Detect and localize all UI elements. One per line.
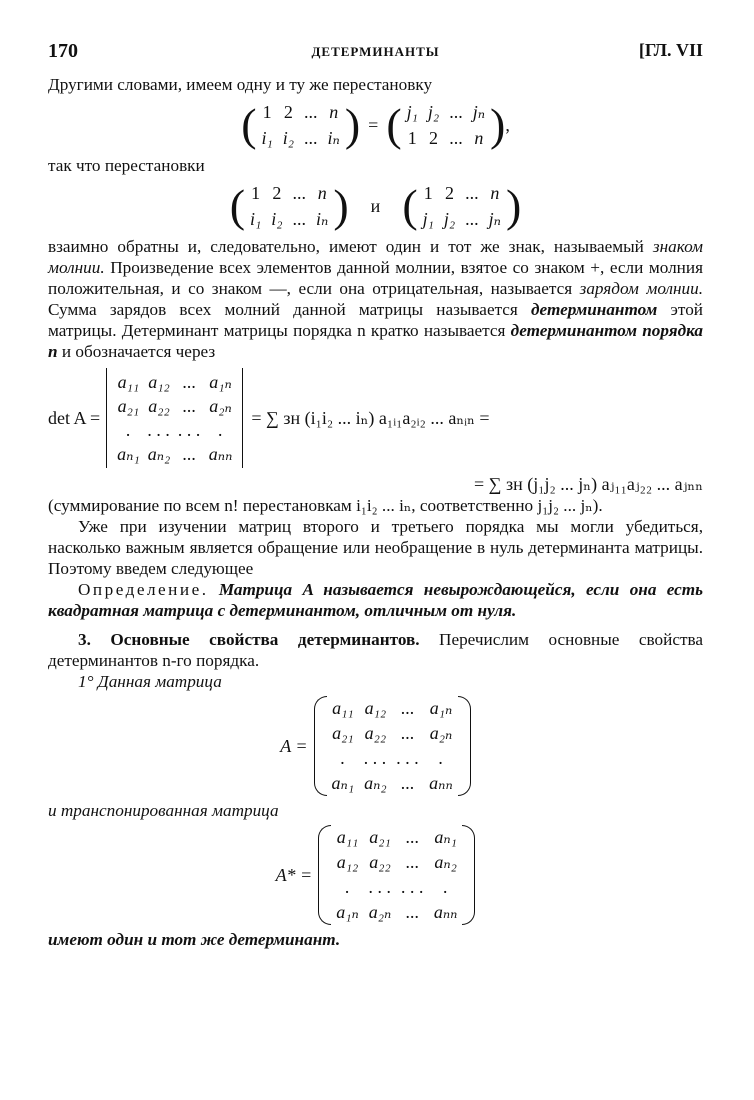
perm-cell: 1 xyxy=(262,102,272,122)
matrix-cell: a₁₁ xyxy=(336,827,359,847)
paragraph-motivation: Уже при изучении матриц второго и третьего порядка мы могли убедиться, насколько важным является обращение или необращение в нуль детерминанта матрицы. Поэтому введем следующее xyxy=(48,517,703,578)
matrix-cell: a₂₁ xyxy=(332,723,354,743)
matrix-cell: aₙₙ xyxy=(208,444,233,464)
matrix-cell: ... xyxy=(401,773,415,793)
paragraph-intro: Другими словами, имеем одну и ту же перестановку xyxy=(48,75,433,94)
matrix-a-formula xyxy=(48,696,703,796)
matrix-cell: ... xyxy=(182,396,197,416)
matrix-cell: a₂₂ xyxy=(148,396,170,416)
matrix-cell: a₁₁ xyxy=(117,372,140,392)
matrix-astar-formula xyxy=(48,825,703,925)
matrix-astar-label: A* = xyxy=(275,864,313,885)
perm-cell: ... xyxy=(465,209,479,229)
perm-cell: ... xyxy=(304,102,318,122)
definition-nondegenerate xyxy=(48,579,703,621)
perm-cell: n xyxy=(474,128,484,148)
perm-cell: iₙ xyxy=(327,128,340,148)
running-title: ДЕТЕРМИНАНТЫ xyxy=(311,44,440,59)
matrix-cell: . . . xyxy=(401,877,424,897)
page-number: 170 xyxy=(48,40,78,62)
permutation-pair xyxy=(48,180,703,232)
sum-expansion-cols-row xyxy=(48,474,703,495)
definition-text: Матрица A называется невырождающейся, если она есть квадратная матрица с детерминантом, отличным от нуля. xyxy=(48,580,703,620)
matrix-cell: a₂ₙ xyxy=(429,723,453,743)
property-1: 1° Данная матрица xyxy=(78,672,222,691)
formula-comma: , xyxy=(505,114,510,135)
perm-cell: iₙ xyxy=(316,209,329,229)
running-header xyxy=(48,40,703,74)
matrix-cell: a₂₂ xyxy=(364,723,387,743)
matrix-astar xyxy=(318,825,475,925)
matrix-a-label: A = xyxy=(280,735,308,756)
sum-expansion-rows: = ∑ зн (i₁i₂ ... iₙ) a₁ᵢ₁a₂ᵢ₂ ... aₙᵢₙ = xyxy=(251,407,490,428)
matrix-cell: ... xyxy=(405,852,420,872)
matrix-cell: a₁₂ xyxy=(364,698,387,718)
matrix-cell: ... xyxy=(401,698,415,718)
matrix-cell: a₂ₙ xyxy=(209,396,232,416)
permutation-matrix: ( j₁ j₂ ... jₙ 1 2 ... n ) xyxy=(386,99,506,150)
perm-cell: i₂ xyxy=(282,128,295,148)
perm-cell: n xyxy=(490,183,500,203)
perm-cell: ... xyxy=(449,102,463,122)
matrix-cell: . xyxy=(438,748,444,768)
det-formula xyxy=(48,368,703,468)
section-3 xyxy=(48,629,703,671)
matrix-cell: aₙ₁ xyxy=(331,773,355,793)
perm-cell: i₁ xyxy=(261,128,273,148)
perm-cell: ... xyxy=(449,128,463,148)
matrix-cell: . xyxy=(126,420,131,440)
perm-cell: j₁ xyxy=(422,209,434,229)
perm-cell: j₁ xyxy=(406,102,418,122)
matrix-cell: a₁₁ xyxy=(332,698,354,718)
term-determinant-order: детерминантом порядка n xyxy=(48,321,703,361)
matrix-cell: a₁₂ xyxy=(148,372,170,392)
book-page xyxy=(48,40,703,950)
matrix-cell: aₙₙ xyxy=(429,773,453,793)
matrix-cell: . xyxy=(345,877,350,897)
matrix-a xyxy=(314,696,471,796)
matrix-cell: aₙ₂ xyxy=(364,773,387,793)
matrix-cell: a₂₂ xyxy=(369,852,391,872)
perm-cell: 1 xyxy=(251,183,261,203)
matrix-cell: . . . xyxy=(368,877,392,897)
perm-cell: 2 xyxy=(272,183,282,203)
perm-cell: i₁ xyxy=(250,209,262,229)
perm-cell: 2 xyxy=(429,128,439,148)
matrix-cell: . . . xyxy=(364,748,387,768)
matrix-cell: a₂ₙ xyxy=(368,902,392,922)
term-lightning-sign: знаком молнии. xyxy=(48,237,703,277)
term-lightning-charge: зарядом молнии. xyxy=(579,279,703,298)
matrix-cell: a₁ₙ xyxy=(429,698,453,718)
matrix-cell: aₙₙ xyxy=(433,902,458,922)
paragraph-so-that: так что перестановки xyxy=(48,156,205,175)
matrix-cell: aₙ₁ xyxy=(434,827,457,847)
matrix-cell: a₁ₙ xyxy=(336,902,359,922)
matrix-cell: ... xyxy=(182,372,197,392)
det-label: det A = xyxy=(48,407,101,428)
perm-cell: 2 xyxy=(445,183,455,203)
permutation-matrix: ( 1 2 ... n i₁ i₂ ... iₙ ) xyxy=(241,99,361,150)
perm-cell: n xyxy=(317,183,327,203)
perm-cell: jₙ xyxy=(472,102,485,122)
permutation-matrix: ( 1 2 ... n j₁ j₂ ... jₙ ) xyxy=(402,180,522,231)
determinant-matrix xyxy=(106,368,243,468)
matrix-cell: aₙ₂ xyxy=(434,852,457,872)
perm-cell: n xyxy=(329,102,339,122)
matrix-cell: ... xyxy=(182,444,197,464)
matrix-cell: . xyxy=(443,877,448,897)
matrix-cell: a₁₂ xyxy=(336,852,359,872)
conjunction-and: и xyxy=(370,195,381,216)
matrix-cell: aₙ₁ xyxy=(117,444,140,464)
transposed-intro: и транспонированная матрица xyxy=(48,801,279,820)
perm-cell: ... xyxy=(292,209,307,229)
matrix-cell: a₂₁ xyxy=(369,827,391,847)
perm-cell: ... xyxy=(465,183,479,203)
permutation-equality: ( 1 2 ... n i₁ i₂ ... iₙ ) = ( j₁ j₂ ... jₙ 1 2 ... n ) , xyxy=(241,99,510,150)
matrix-cell: aₙ₂ xyxy=(147,444,171,464)
matrix-cell: . . . xyxy=(147,420,171,440)
permutation-matrix: ( 1 2 ... n i₁ i₂ ... iₙ ) xyxy=(229,180,349,231)
matrix-cell: . . . xyxy=(396,748,420,768)
perm-cell: j₂ xyxy=(427,102,440,122)
matrix-cell: . . . xyxy=(178,420,201,440)
perm-cell: jₙ xyxy=(488,209,501,229)
term-determinant: детерминантом xyxy=(531,300,658,319)
perm-cell: 1 xyxy=(407,128,417,148)
paragraph-definition-determinant: взаимно обратны и, следовательно, имеют один и тот же знак, называемый знаком молнии. Произведение всех элементов данной молнии, взятое со знаком +, если молния положительная, и со знаком —, если она отрицательная, называется зарядом молнии. Сумма зарядов всех молний данной матрицы называется детерминантом этой матрицы. Детерминант матрицы порядка n кратко называется детерминантом порядка n и обозначается через xyxy=(48,237,703,361)
perm-cell: ... xyxy=(304,128,318,148)
matrix-cell: ... xyxy=(405,902,420,922)
perm-cell: ... xyxy=(292,183,307,203)
section-intro: Перечислим основные свойства детерминантов n-го порядка. xyxy=(48,630,703,670)
matrix-cell: ... xyxy=(401,723,415,743)
matrix-cell: . xyxy=(340,748,346,768)
matrix-cell: a₂₁ xyxy=(117,396,140,416)
sum-expansion-cols: = ∑ зн (j₁j₂ ... jₙ) aⱼ₁₁aⱼ₂₂ ... aⱼₙₙ xyxy=(474,474,703,494)
matrix-cell: a₁ₙ xyxy=(209,372,232,392)
perm-cell: j₂ xyxy=(443,209,456,229)
matrix-cell: . xyxy=(218,420,223,440)
chapter-marker: [ГЛ. VII xyxy=(638,40,703,60)
perm-cell: 1 xyxy=(423,183,433,203)
property-1-conclusion: имеют один и тот же детерминант. xyxy=(48,930,341,949)
section-title: 3. Основные свойства детерминантов. xyxy=(78,630,420,649)
matrix-cell: ... xyxy=(405,827,420,847)
perm-cell: 2 xyxy=(283,102,293,122)
perm-cell: i₂ xyxy=(271,209,283,229)
summation-note: (суммирование по всем n! перестановкам i₁i₂ ... iₙ, соответственно j₁j₂ ... jₙ). xyxy=(48,496,603,515)
definition-label: Определение. xyxy=(78,580,209,599)
